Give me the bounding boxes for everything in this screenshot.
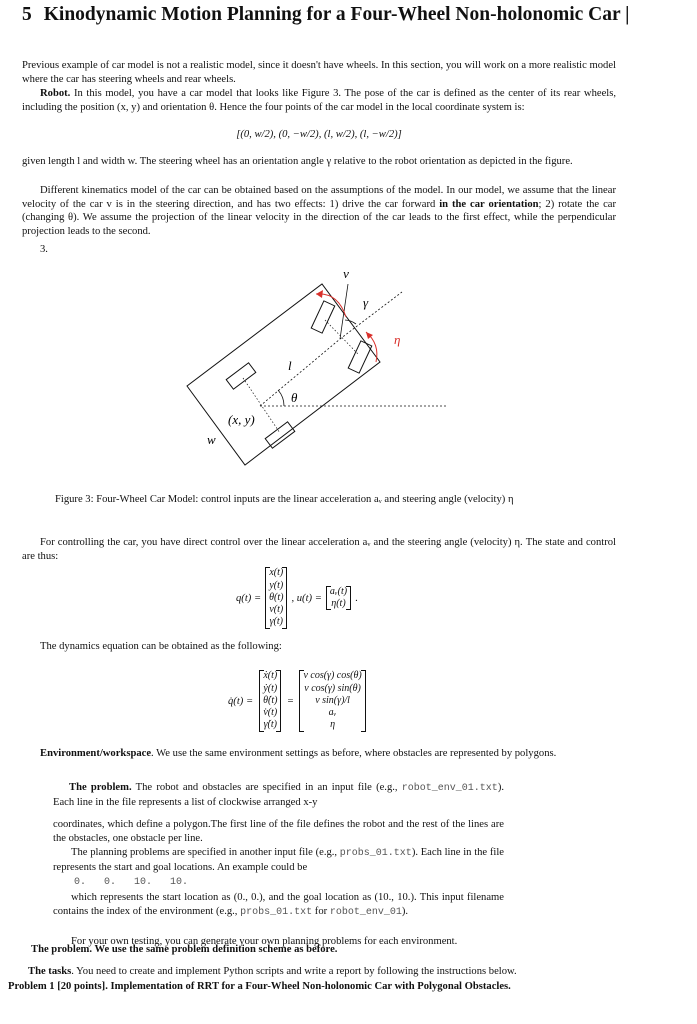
environment-paragraph [22,747,618,761]
problem-paragraph-2: coordinates, which define a polygon.The first line of the file defines the robot and the rest of the lines are the obstacles, one obstacle per line. [53,819,504,844]
q-entry: v(t) [269,604,284,616]
label-v: v [343,266,349,281]
kinematics-text-2: ; 2) rotate the car (changing θ). We assume the projection of the linear velocity in the direction of the car leads to the first effect, while the perpendicular projection leads to the second. [22,198,617,238]
problem-label: The problem. [69,782,132,793]
given-paragraph: given length l and width w. The steering wheel has an orientation angle γ relative to the robot orientation as depicted in the figure. [22,156,573,167]
problem-paragraph-3 [53,846,504,874]
robot-text: In this model, you have a car model that looks like Figure 3. The pose of the car is defined as the center of its rear wheels, including the position (x, y) and orientation θ. Hence the four points of the car model in the local coordinate system is: [22,88,616,113]
u-vector [326,586,351,611]
cut-off-line [22,944,622,958]
theta-arc [278,390,284,406]
qdot-entry: v̇(t) [263,707,278,719]
robot-env-filename: robot_env_01.txt [401,783,498,794]
label-xy: (x, y) [228,412,255,427]
orientation-extension-line [340,292,402,339]
points-equation: [(0, w/2), (0, −w/2), (l, w/2), (l, −w/2)] [236,129,402,140]
dynamics-entry: v sin(γ)/l [315,694,350,706]
label-eta: η [394,332,401,347]
qdot-vector [259,670,281,731]
q-entry: x(t) [269,567,284,579]
kinematics-text-1: Different kinematics model of the car can be obtained based on the assumptions of the model. In our model, we assume that the linear velocity of the car v is in the steering direction, and has two effects: 1) drive the car forward [22,185,616,210]
control-paragraph: For controlling the car, you have direct control over the linear acceleration aᵥ and the steering angle (velocity) η. The state and control are thus: [22,537,616,562]
dynamics-entry: η [330,719,336,731]
problem-text: ). [401,905,409,917]
tasks-paragraph [28,965,628,979]
robot-paragraph [22,87,616,114]
problem-text: The planning problems are specified in another input file (e.g., [71,847,338,858]
problem-text: for [314,905,328,917]
cut-off-text: The problem. We use the same problem definition scheme as before. [31,944,338,955]
dyn-equals: = [287,695,294,707]
q-vector [265,567,287,628]
robot-label: Robot. [40,88,71,99]
qdot-entry: ẋ(t) [263,670,278,682]
section-title-text: Kinodynamic Motion Planning for a Four-Wheel Non-holonomic Car | [43,4,630,25]
front-wheel-left [311,301,335,333]
tasks-text: . You need to create and implement Python scripts and write a report by following the instructions below. [71,966,517,977]
dynamics-vector [299,670,365,731]
dynamics-entry: aᵥ [328,707,337,719]
qdot-entry: θ̇(t) [263,694,278,706]
car-axis-line [260,339,340,406]
label-w: w [207,432,216,447]
qdot-label: q̇(t) = [228,695,254,707]
kinematics-bold: in the car orientation [439,198,539,210]
kinematics-paragraph [22,184,616,239]
section-number: 5 [22,4,32,25]
label-l: l [288,358,292,373]
problem-1-heading: Problem 1 [20 points]. Implementation of RRT for a Four-Wheel Non-holonomic Car with Polygonal Obstacles. [8,981,511,992]
problem-text: ). Each line in the file represents a list of clockwise arranged x-y [53,782,504,808]
rear-wheel-right [265,422,295,448]
dynamics-entry: v cos(γ) sin(θ) [304,682,361,694]
section-title [22,4,629,26]
state-eq-end: . [355,592,358,604]
tasks-label: The tasks [28,966,72,977]
state-equation [236,563,358,633]
figure-caption: Figure 3: Four-Wheel Car Model: control inputs are the linear acceleration aᵥ and steering angle (velocity) η [55,494,514,505]
car-body [187,284,380,465]
steering-arrow-left-head [316,290,323,298]
problem-text: ). Each line in the file represents the start and goal locations. An example could be [53,847,504,873]
intro-paragraph: Previous example of car model is not a realistic model, since it doesn't have wheels. In this section, you will work on a more realistic model where the car has steering wheels and rear wheels. [22,60,616,85]
environment-text: . We use the same environment settings as before, where obstacles are represented by polygons. [151,748,557,759]
u-entry: η(t) [331,598,346,609]
car-figure [180,262,450,472]
problem-paragraph-4 [53,891,504,919]
probs-filename: probs_01.txt [339,848,412,859]
problem-text: which represents the start location as (0., 0.), and the goal location as (10., 10.). This input filename contains the index of the environment (e.g., [53,892,504,917]
problem-paragraph-1 [53,781,504,809]
qdot-entry: γ̇(t) [263,719,277,731]
probs-filename-2: probs_01.txt [240,906,313,918]
u-label: , u(t) = [291,592,322,604]
example-coordinates: 0. 0. 10. 10. [74,877,189,888]
environment-label: Environment/workspace [40,748,152,759]
q-entry: y(t) [269,579,284,591]
label-theta: θ [291,390,298,405]
dynamics-intro: The dynamics equation can be obtained as the following: [40,641,282,652]
q-entry: γ(t) [269,616,283,628]
dynamics-entry: v cos(γ) cos(θ) [303,670,362,682]
q-label: q(t) = [236,592,262,604]
problem-paragraph-5: For your own testing, you can generate your own planning problems for each environment. [71,936,458,947]
q-entry: θ(t) [269,591,284,603]
robot-env-name: robot_env_01 [329,906,402,918]
u-entry: aᵥ(t) [329,585,348,597]
rear-wheel-left [226,363,256,389]
list-number: 3. [40,244,48,255]
qdot-entry: ẏ(t) [263,682,278,694]
problem-text: The robot and obstacles are specified in an input file (e.g., [135,782,398,793]
dynamics-equation [228,664,366,738]
label-gamma: γ [363,295,369,310]
